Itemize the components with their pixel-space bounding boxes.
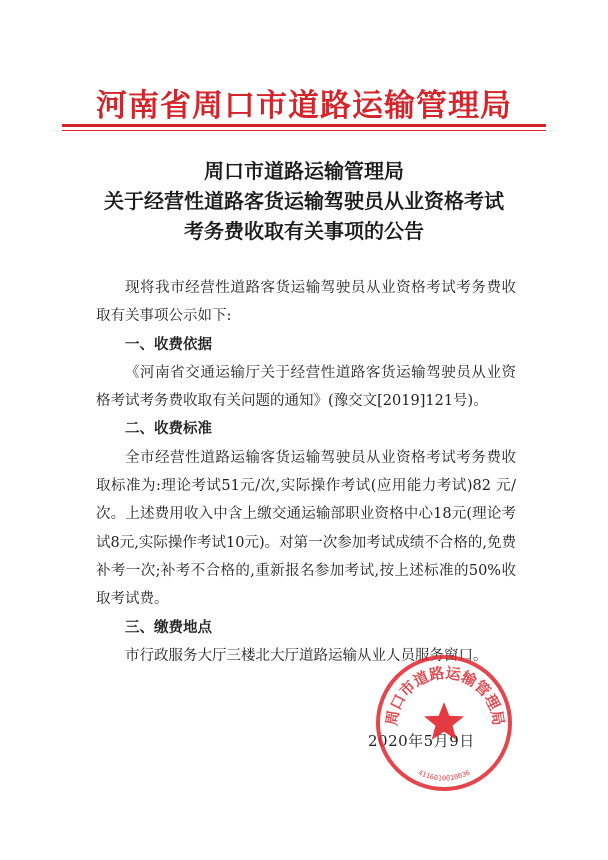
- seal-arc-text: 周口市道路运输管理局: [382, 663, 508, 727]
- notice-body: [96, 274, 516, 670]
- letterhead-rule-thick: [62, 124, 546, 127]
- notice-title-line-1: 周口市道路运输管理局: [204, 159, 404, 183]
- notice-title: [0, 156, 608, 246]
- section-text-location: 市行政服务大厅三楼北大厅道路运输从业人员服务窗口。: [125, 647, 488, 664]
- issue-date: 2020年5月9日: [368, 732, 475, 750]
- notice-title-line-2: 关于经营性道路客货运输驾驶员从业资格考试: [104, 189, 504, 213]
- section-text-basis: 《河南省交通运输厅关于经营性道路客货运输驾驶员从业资格考试考务费收取有关问题的通知》(豫交文[2019]121号)。: [96, 364, 516, 410]
- section-heading-standard: 二、收费标准: [125, 421, 212, 438]
- section-text-standard: 全市经营性道路运输客货运输驾驶员从业资格考试考务费收取标准为:理论考试51元/次,实际操作考试(应用能力考试)82 元/次。上述费用收入中含上缴交通运输部职业资格中心18元(理论考试8元,实际操作考试10元)。对第一次参加考试成绩不合格的,免费补考一次;补考不合格的,重新报名参加考试,按上述标准的50%收取考试费。: [96, 449, 516, 608]
- section-heading-location: 三、缴费地点: [125, 619, 212, 636]
- official-seal: [373, 652, 515, 794]
- notice-title-line-3: 考务费收取有关事项的公告: [184, 219, 424, 243]
- seal-star-icon: [424, 702, 464, 740]
- letterhead-rule-thin: [62, 130, 546, 131]
- letterhead-title: 河南省周口市道路运输管理局: [96, 88, 512, 124]
- seal-code-text: 4116010010036: [416, 768, 472, 783]
- section-heading-basis: 一、收费依据: [125, 336, 212, 353]
- intro-paragraph: 现将我市经营性道路客货运输驾驶员从业资格考试考务费收取有关事项公示如下:: [96, 280, 516, 325]
